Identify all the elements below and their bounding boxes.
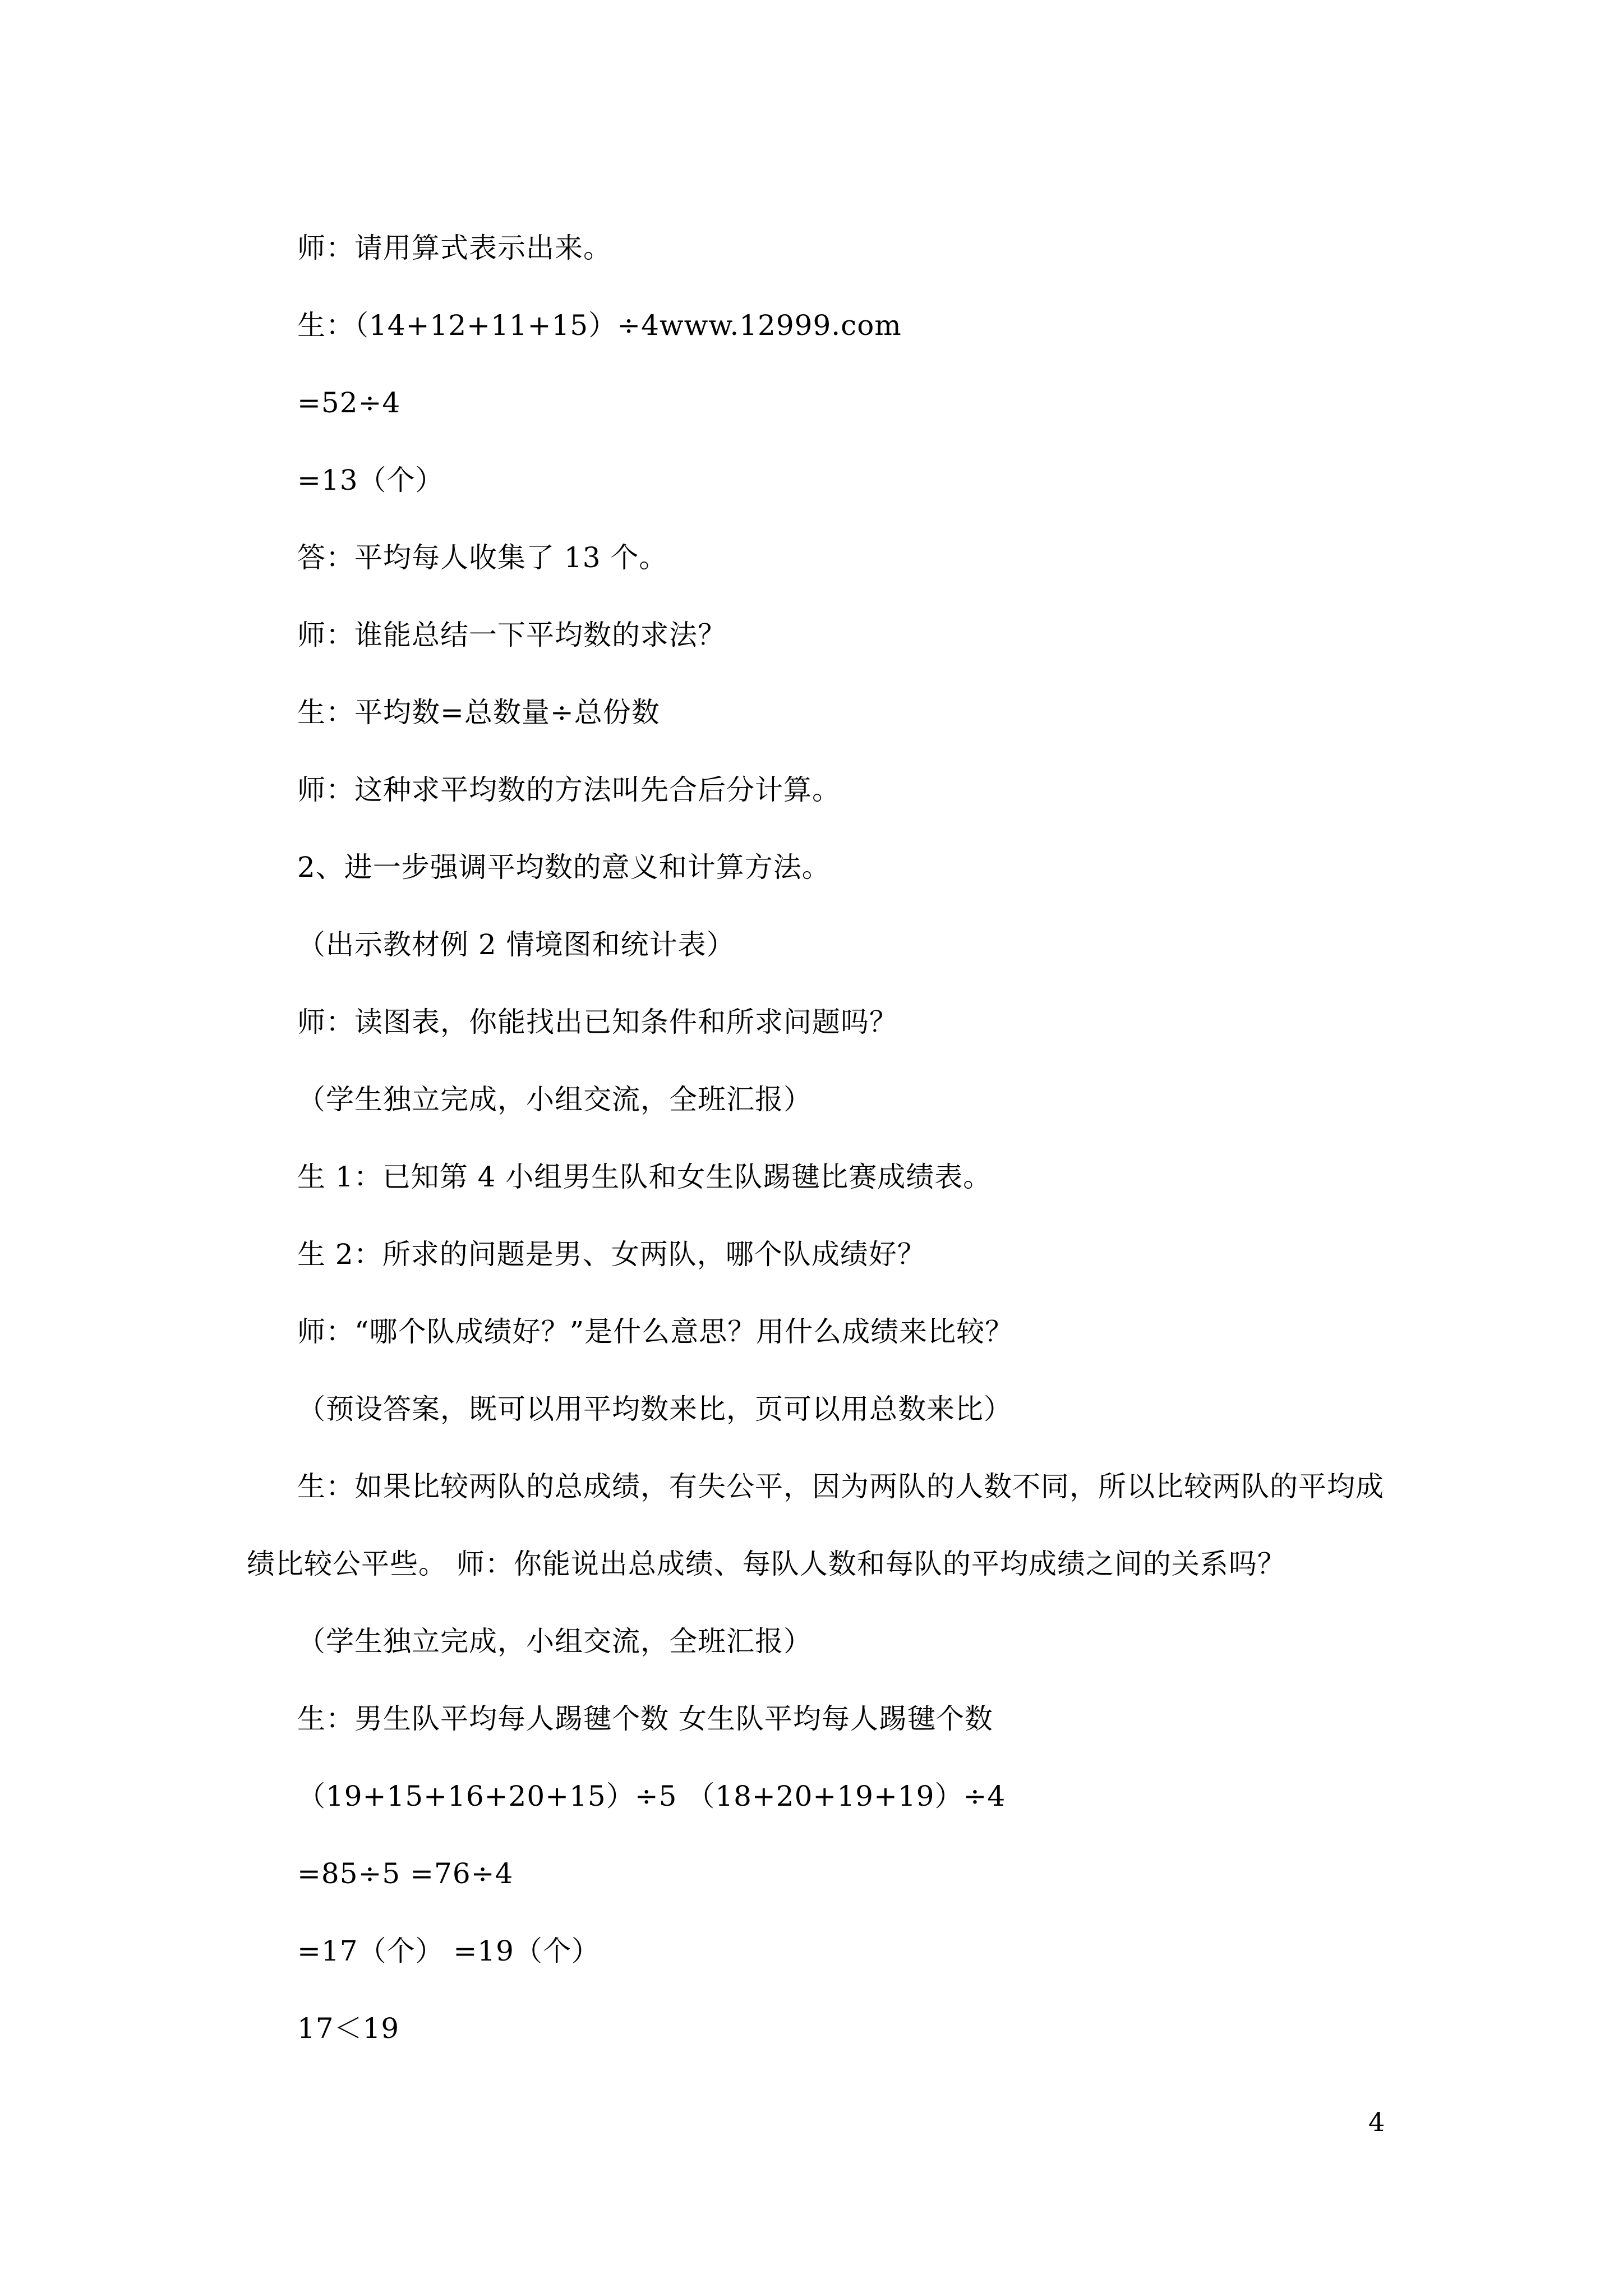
text-line: =52÷4 xyxy=(297,386,401,419)
text-line: 师：“哪个队成绩好？”是什么意思？用什么成绩来比较？ xyxy=(297,1315,1014,1348)
text-line: （学生独立完成，小组交流，全班汇报） xyxy=(297,1083,812,1116)
text-line: （预设答案，既可以用平均数来比，页可以用总数来比） xyxy=(297,1393,1012,1425)
text-line: （19+15+16+20+15）÷5 （18+20+19+19）÷4 xyxy=(297,1780,1006,1812)
text-line: 生 1：已知第 4 小组男生队和女生队踢毽比赛成绩表。 xyxy=(297,1161,992,1193)
text-line: 17＜19 xyxy=(297,2012,400,2045)
text-line: （学生独立完成，小组交流，全班汇报） xyxy=(297,1625,812,1658)
text-line: 绩比较公平些。 师：你能说出总成绩、每队人数和每队的平均成绩之间的关系吗？ xyxy=(247,1548,1286,1580)
text-line: 答：平均每人收集了 13 个。 xyxy=(297,541,668,574)
text-line: 师：谁能总结一下平均数的求法？ xyxy=(297,619,726,651)
page-number: 4 xyxy=(1368,2107,1385,2137)
text-line: 师：读图表，你能找出已知条件和所求问题吗？ xyxy=(297,1006,898,1038)
text-line: （出示教材例 2 情境图和统计表） xyxy=(297,928,735,961)
text-line: 生 2：所求的问题是男、女两队，哪个队成绩好？ xyxy=(297,1238,926,1271)
text-line: 生：（14+12+11+15）÷4www.12999.com xyxy=(297,309,902,342)
text-line: 2、进一步强调平均数的意义和计算方法。 xyxy=(297,851,831,884)
text-line: 生：如果比较两队的总成绩，有失公平，因为两队的人数不同，所以比较两队的平均成 xyxy=(297,1470,1384,1503)
text-line: 生：平均数=总数量÷总份数 xyxy=(297,696,660,729)
text-line: 师：请用算式表示出来。 xyxy=(297,232,612,264)
text-line: 师：这种求平均数的方法叫先合后分计算。 xyxy=(297,774,841,806)
text-line: 生：男生队平均每人踢毽个数 女生队平均每人踢毽个数 xyxy=(297,1703,993,1735)
text-line: =85÷5 =76÷4 xyxy=(297,1857,514,1890)
text-line: =17（个） =19（个） xyxy=(297,1935,600,1967)
text-line: =13（个） xyxy=(297,464,444,496)
